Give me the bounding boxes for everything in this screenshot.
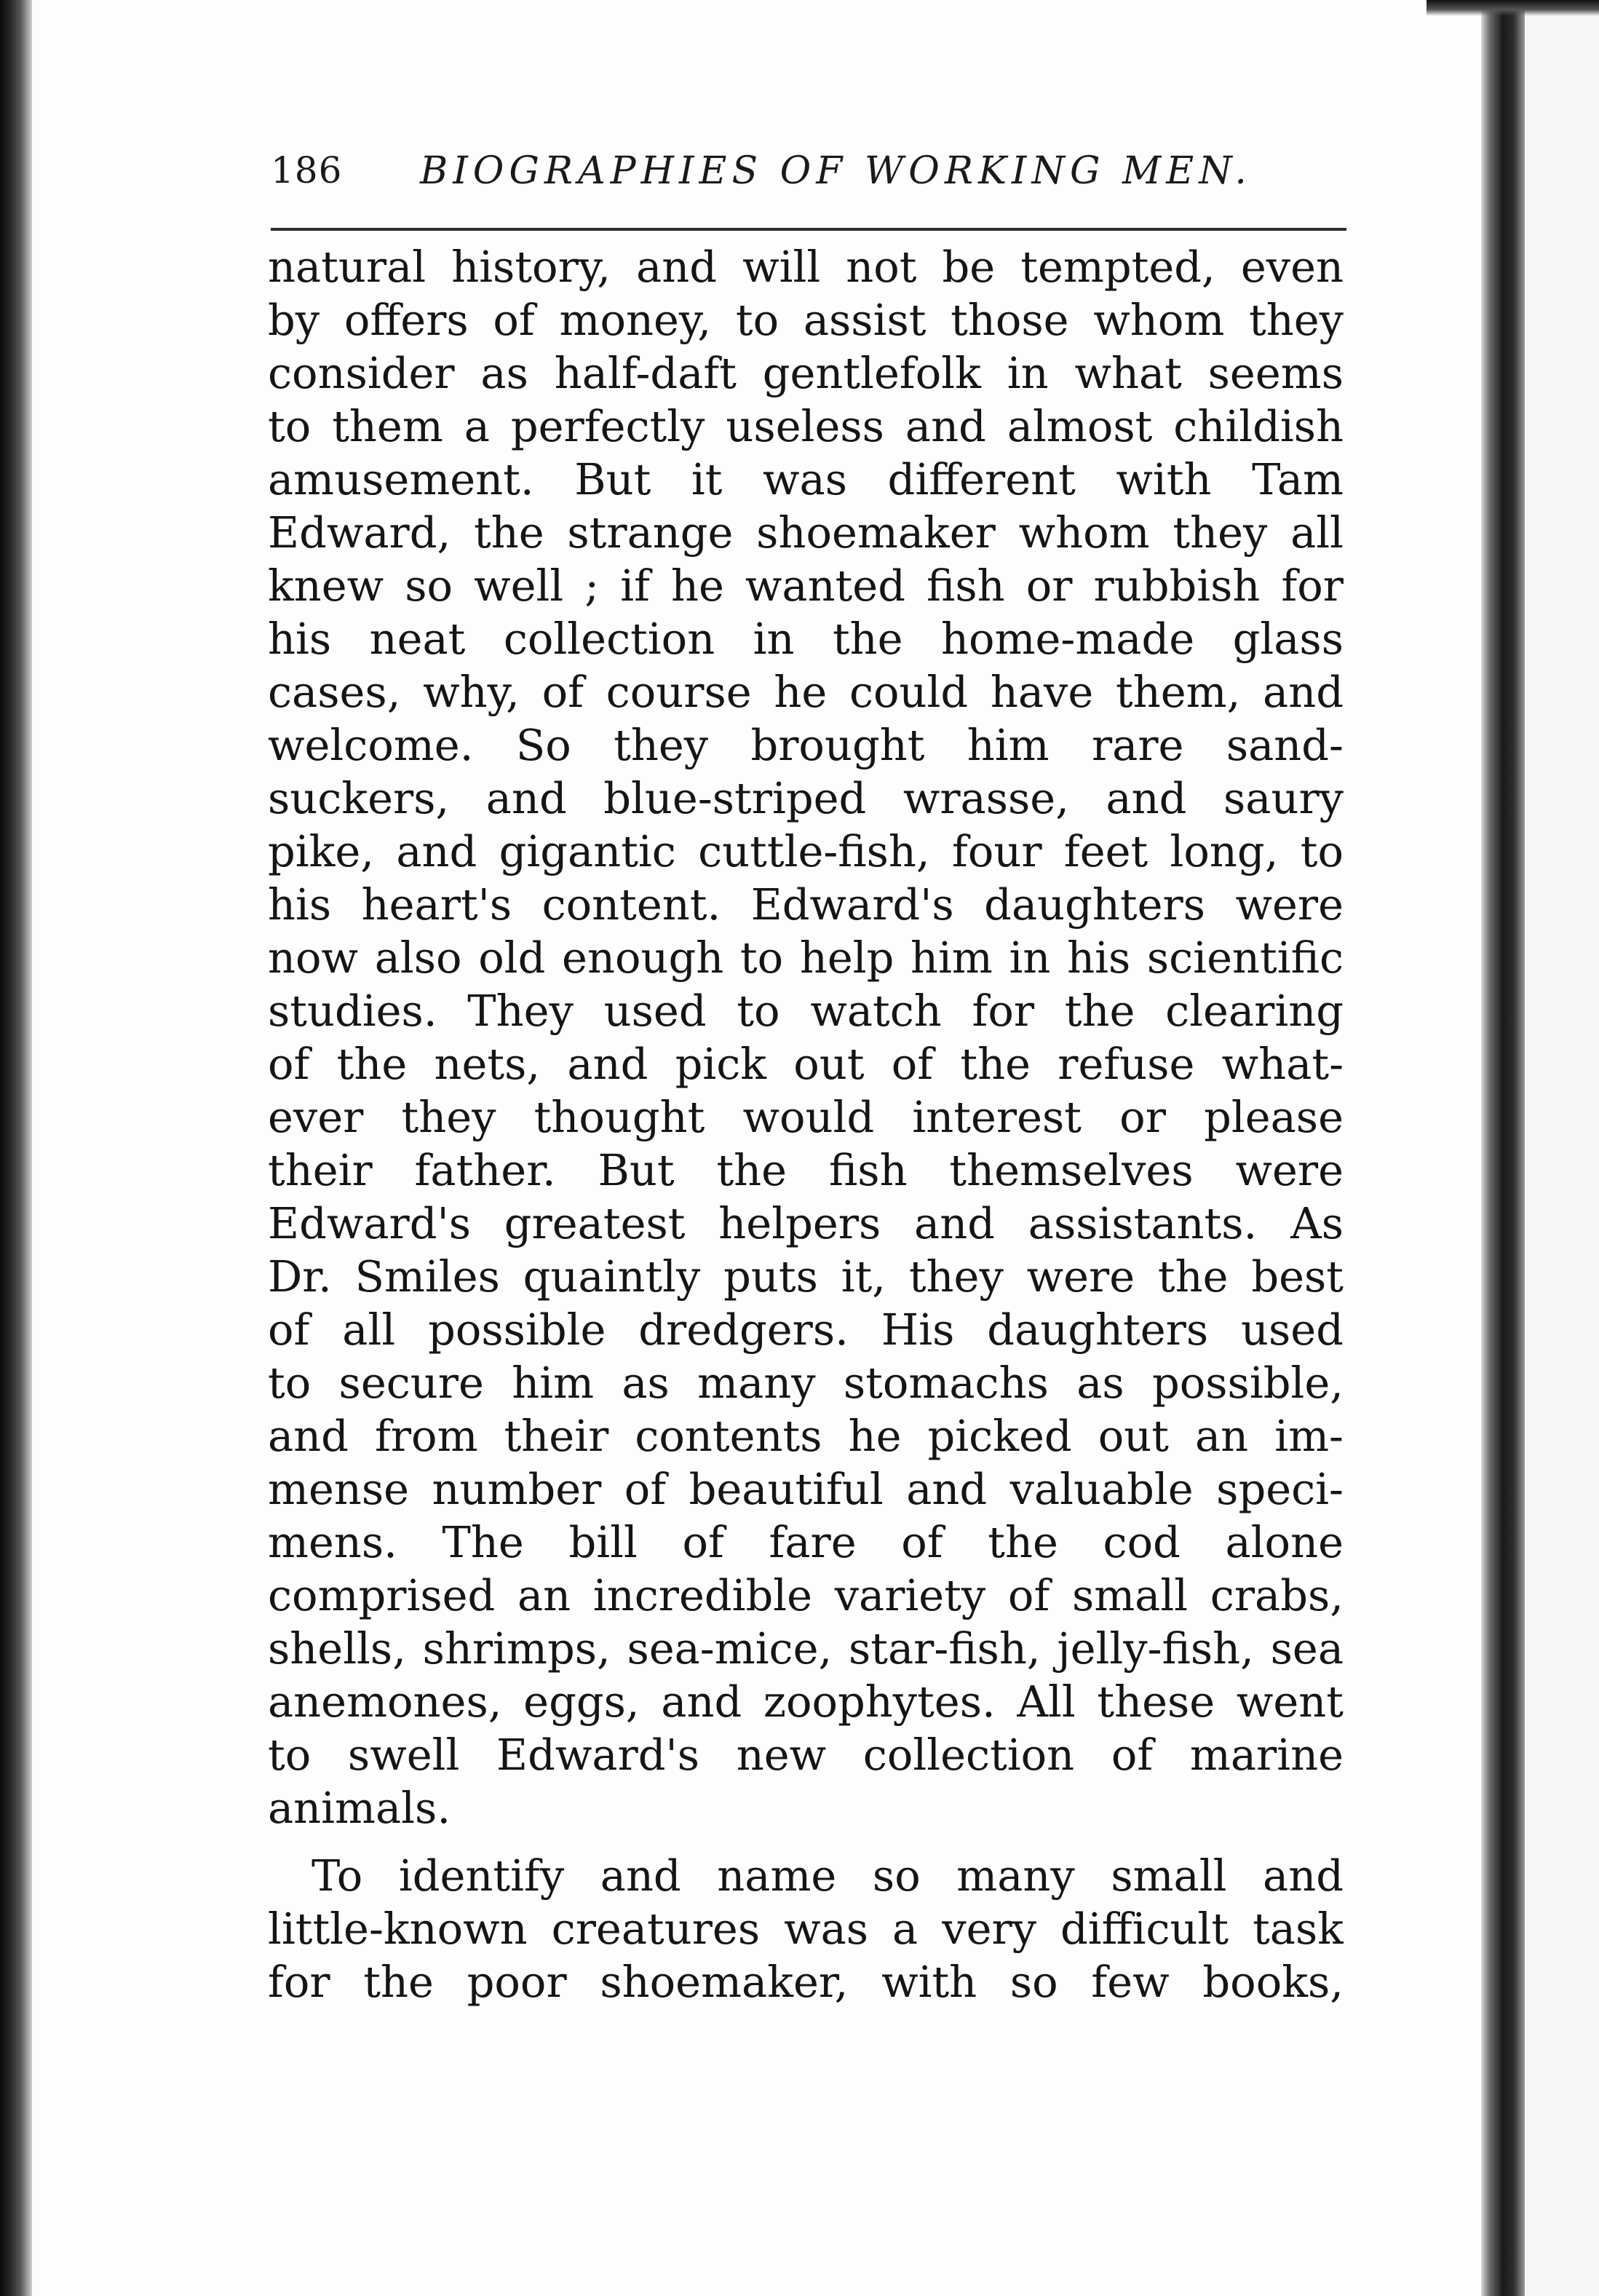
text-line: pike, and gigantic cuttle-fish, four feet long, to xyxy=(268,826,1344,876)
text-line: knew so well ; if he wanted fish or rubbish for xyxy=(268,561,1344,611)
text-line: consider as half-daft gentlefolk in what seems xyxy=(268,348,1344,398)
text-line: by offers of money, to assist those whom they xyxy=(268,295,1344,345)
header-rule xyxy=(271,228,1346,231)
text-line: Dr. Smiles quaintly puts it, they were the best xyxy=(268,1251,1344,1302)
text-line: ever they thought would interest or please xyxy=(268,1092,1344,1142)
adjacent-page-edge xyxy=(1525,0,1599,2296)
text-line: for the poor shoemaker, with so few books, xyxy=(268,1957,1344,2007)
text-line: To identify and name so many small and xyxy=(312,1850,1344,1901)
text-line: anemones, eggs, and zoophytes. All these went xyxy=(268,1677,1344,1727)
text-line: amusement. But it was different with Tam xyxy=(268,454,1344,504)
left-binding-edge xyxy=(0,0,32,2296)
text-line: their father. But the fish themselves were xyxy=(268,1145,1344,1195)
text-line: now also old enough to help him in his scientific xyxy=(268,933,1344,983)
text-line: his neat collection in the home-made glass xyxy=(268,614,1344,664)
text-line: comprised an incredible variety of small crabs, xyxy=(268,1570,1344,1620)
text-line: natural history, and will not be tempted, even xyxy=(268,242,1344,292)
text-line: to them a perfectly useless and almost childish xyxy=(268,401,1344,451)
body-text xyxy=(268,240,1344,2008)
text-line: mense number of beautiful and valuable speci- xyxy=(268,1464,1344,1514)
paragraph-2 xyxy=(268,1849,1344,2008)
top-corner-shadow xyxy=(1427,0,1599,16)
right-binding-edge xyxy=(1481,0,1525,2296)
text-line: welcome. So they brought him rare sand- xyxy=(268,720,1344,770)
text-line: of all possible dredgers. His daughters used xyxy=(268,1305,1344,1355)
text-line: and from their contents he picked out an im- xyxy=(268,1411,1344,1461)
text-line: animals. xyxy=(268,1783,451,1833)
text-line: cases, why, of course he could have them, and xyxy=(268,667,1344,717)
text-line: Edward's greatest helpers and assistants. As xyxy=(268,1198,1344,1248)
text-line: suckers, and blue-striped wrasse, and saury xyxy=(268,773,1344,823)
text-line: shells, shrimps, sea-mice, star-fish, jelly-fish, sea xyxy=(268,1623,1344,1674)
text-line: to swell Edward's new collection of marine xyxy=(268,1730,1344,1780)
paragraph-1 xyxy=(268,240,1344,1834)
running-header xyxy=(271,149,1348,207)
running-title: BIOGRAPHIES OF WORKING MEN. xyxy=(420,149,1252,193)
text-line: mens. The bill of fare of the cod alone xyxy=(268,1517,1344,1567)
text-line: to secure him as many stomachs as possible, xyxy=(268,1358,1344,1408)
page-number: 186 xyxy=(271,149,343,191)
text-line: studies. They used to watch for the clearing xyxy=(268,986,1344,1036)
text-line: of the nets, and pick out of the refuse what- xyxy=(268,1039,1344,1089)
text-line: little-known creatures was a very difficult task xyxy=(268,1904,1344,1954)
text-line: his heart's content. Edward's daughters were xyxy=(268,879,1344,930)
text-line: Edward, the strange shoemaker whom they all xyxy=(268,507,1344,558)
